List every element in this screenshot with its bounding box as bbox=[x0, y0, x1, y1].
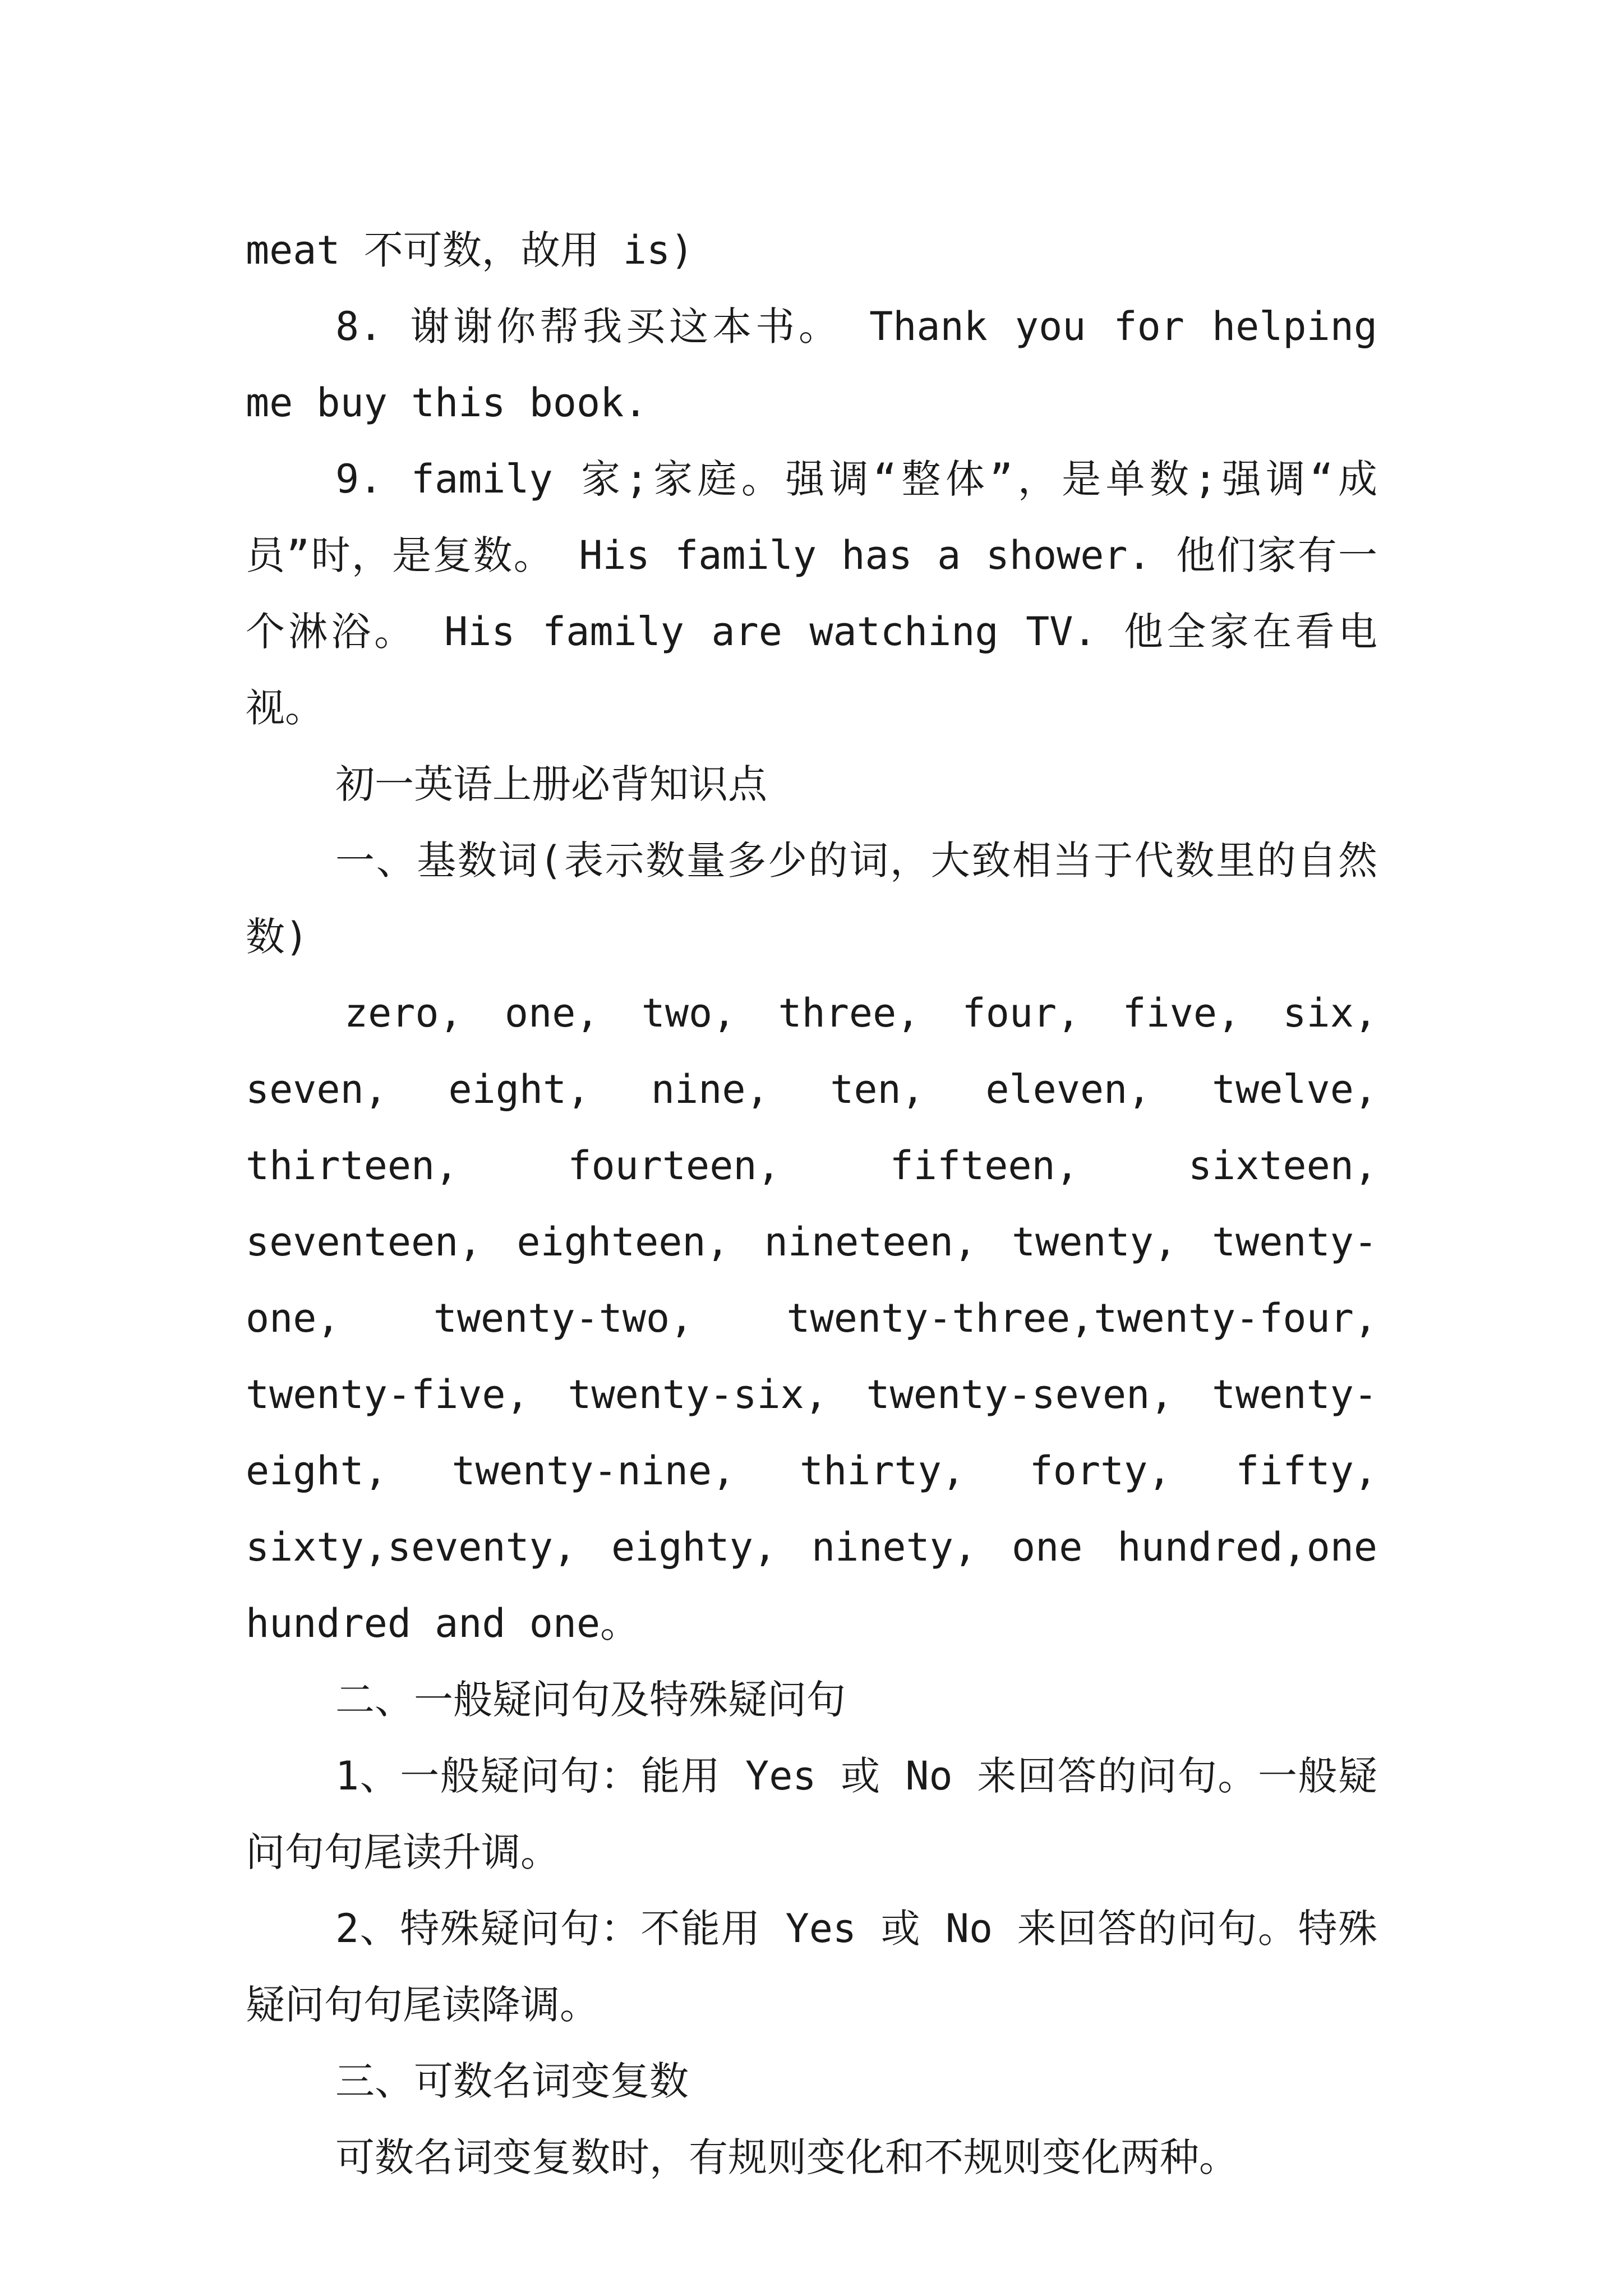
cardinal-number-list: zero, one, two, three, four, five, six, seven, eight, nine, ten, eleven, twelve, thirteen, fourteen, fifteen, sixteen, seventeen, eighteen, nineteen, twenty, twenty-one, twenty-two, twenty-three,twenty-four, twenty-five, twenty-six, twenty-seven, twenty-eight, twenty-nine, thirty, forty, fifty, sixty,seventy, eighty, ninety, one hundred,one hundred and one。 bbox=[246, 990, 1377, 1646]
paragraph-plural-rules: 可数名词变复数时，有规则变化和不规则变化两种。 bbox=[335, 2134, 1238, 2180]
paragraph-special-question: 2、特殊疑问句：不能用 Yes 或 No 来回答的问句。特殊疑问句句尾读降调。 bbox=[246, 1906, 1377, 2028]
document-body bbox=[246, 212, 1377, 2196]
paragraph-general-question: 1、一般疑问句：能用 Yes 或 No 来回答的问句。一般疑问句句尾读升调。 bbox=[246, 1753, 1377, 1875]
heading-plural-nouns: 三、可数名词变复数 bbox=[335, 2058, 689, 2104]
paragraph-item-9: 9. family 家;家庭。强调“整体”，是单数;强调“成员”时，是复数。 His family has a shower. 他们家有一个淋浴。 His family are watching TV. 他全家在看电视。 bbox=[246, 456, 1377, 731]
heading-questions: 二、一般疑问句及特殊疑问句 bbox=[335, 1677, 846, 1723]
heading-cardinal-numbers: 一、基数词(表示数量多少的词，大致相当于代数里的自然数) bbox=[246, 838, 1377, 960]
paragraph-item-8: 8. 谢谢你帮我买这本书。 Thank you for helping me buy this book. bbox=[246, 303, 1377, 426]
paragraph-continuation: meat 不可数，故用 is) bbox=[246, 227, 694, 273]
section-title: 初一英语上册必背知识点 bbox=[335, 761, 767, 807]
